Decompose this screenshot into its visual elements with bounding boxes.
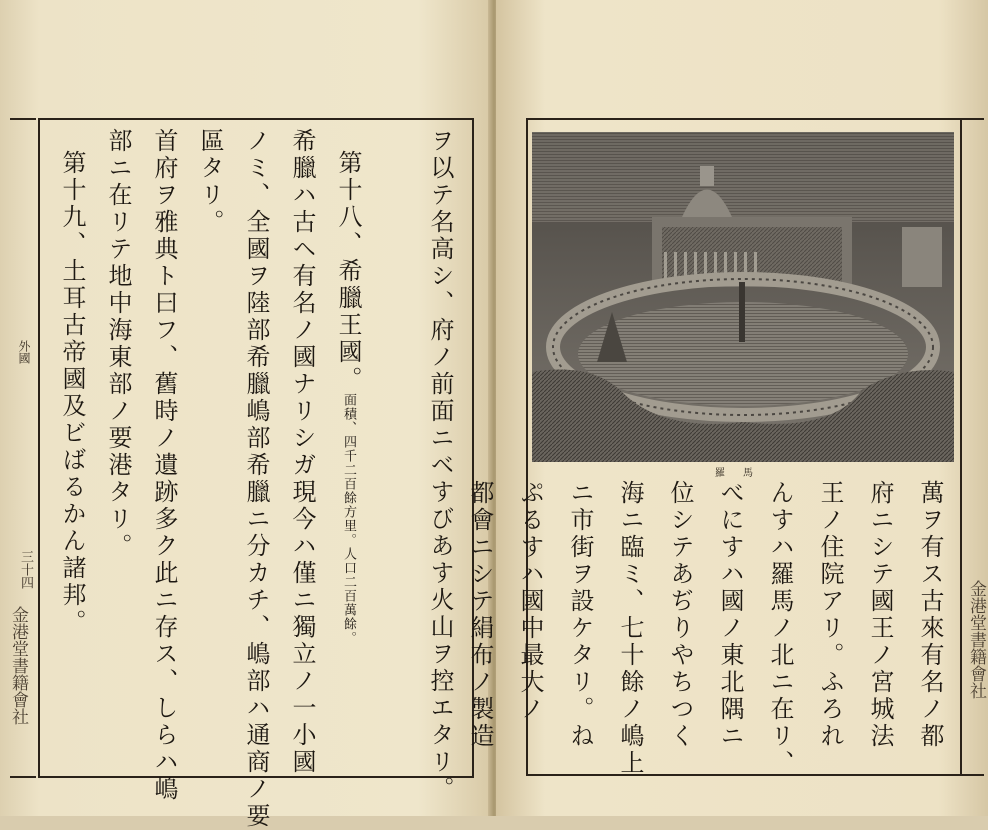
obelisk: [739, 282, 745, 342]
text-column: ノミ、全國ヲ陸部希臘嶋部希臘ニ分カチ、嶋部ハ通商ノ要: [242, 128, 270, 830]
text-column: 希臘ハ古ヘ有名ノ國ナリシガ現今ハ僅ニ獨立ノ一小國: [288, 128, 316, 776]
text-column: ニ市街ヲ設ケタリ。ね: [566, 480, 594, 750]
text-column: 萬ヲ有ス古來有名ノ都: [916, 480, 944, 750]
text-column: 府ニシテ國王ノ宮城法: [866, 480, 894, 750]
publisher-label-right: 金港堂書籍會社: [966, 580, 986, 699]
sky-hatching: [532, 132, 954, 222]
page-number: 三十四: [18, 550, 33, 589]
text-column: ぷるすハ國中最大ノ: [516, 480, 544, 723]
section-heading-18: [326, 128, 370, 768]
region-label: 外國: [17, 340, 31, 364]
section-heading-text: 第十八、希臘王國。: [334, 150, 362, 393]
text-column: 位シテあぢりやちつく: [666, 480, 694, 750]
text-column: 部ニ在リテ地中海東部ノ要港タリ。: [104, 128, 132, 560]
text-column: 都會ニシテ絹布ノ製造: [466, 480, 494, 750]
section-heading-19: [50, 128, 94, 768]
text-column: 首府ヲ雅典ト曰フ、舊時ノ遺跡多ク此ニ存ス、しらハ嶋: [150, 128, 178, 803]
plate-caption: 羅馬: [715, 468, 771, 479]
text-column: 海ニ臨ミ、七十餘ノ嶋上: [616, 480, 644, 777]
rome-engraving: [532, 132, 954, 462]
section-note: 面積、四千二百餘方里。人口二百萬餘。: [341, 393, 356, 645]
text-column: んすハ羅馬ノ北ニ在リ、: [766, 480, 794, 777]
blank-column: [372, 128, 416, 768]
text-column: 區タリ。: [196, 128, 224, 236]
right-page: [466, 0, 988, 816]
text-column: べにすハ國ノ東北隅ニ: [716, 480, 744, 750]
right-text-columns: [466, 480, 952, 777]
publisher-label-left: 金港堂書籍會社: [8, 606, 28, 725]
text-column: ヲ以テ名高シ、府ノ前面ニベすびあす火山ヲ控エタリ。: [426, 128, 454, 803]
left-page: [0, 0, 492, 830]
text-column: 王ノ住院アリ。ふろれ: [816, 480, 844, 750]
side-building: [902, 227, 942, 287]
left-text-columns: [48, 128, 462, 830]
section-heading-text: 第十九、土耳古帝國及ビばるかん諸邦。: [58, 150, 86, 636]
